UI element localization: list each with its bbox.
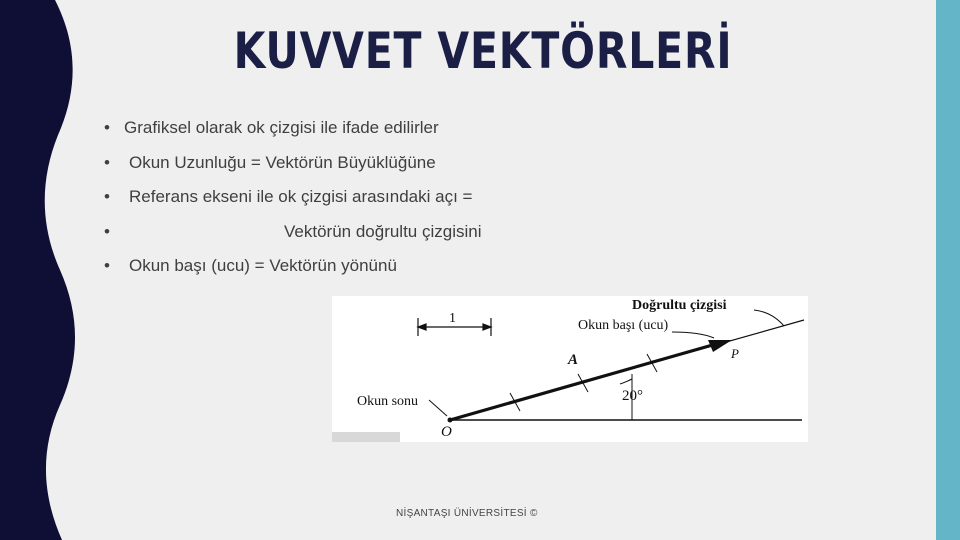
footer-text: NİŞANTAŞI ÜNİVERSİTESİ © <box>396 508 538 519</box>
right-accent-bar <box>936 0 960 540</box>
bullet-item <box>104 116 704 151</box>
bullet-marker: • <box>104 187 110 206</box>
vector-diagram <box>332 296 808 442</box>
point-o-label: O <box>441 424 452 440</box>
bullet-item <box>104 151 704 186</box>
wavy-band-shape <box>0 0 75 540</box>
bullet-text: Referans ekseni ile ok çizgisi arasındaki açı = <box>129 187 473 206</box>
bullet-item <box>104 185 704 220</box>
bullet-text: Vektörün doğrultu çizgisini <box>284 221 482 241</box>
left-wavy-band <box>0 0 80 540</box>
bullet-text: Okun başı (ucu) = Vektörün yönünü <box>129 256 397 275</box>
diagram-gray-corner <box>332 432 400 442</box>
bullet-list <box>104 116 704 289</box>
bullet-item <box>104 254 704 289</box>
arrow-tail-label: Okun sonu <box>357 394 419 409</box>
arrow-head-label: Okun başı (ucu) <box>578 318 669 333</box>
slide-title: KUVVET VEKTÖRLERİ <box>233 22 733 80</box>
bullet-marker: • <box>104 221 110 241</box>
point-p-label: P <box>731 346 739 361</box>
bullet-item <box>104 220 704 255</box>
bullet-marker: • <box>104 152 110 172</box>
tail-point <box>448 418 453 423</box>
direction-line-label: Doğrultu çizgisi <box>632 298 727 313</box>
bullet-text: Okun Uzunluğu = Vektörün Büyüklüğüne <box>129 152 436 172</box>
bullet-text: Grafiksel olarak ok çizgisi ile ifade edilirler <box>124 118 439 137</box>
bullet-marker: • <box>104 118 110 137</box>
unit-label: 1 <box>449 311 456 326</box>
angle-label: 20° <box>622 388 643 404</box>
vector-label: A <box>568 352 579 368</box>
bullet-marker: • <box>104 256 110 275</box>
